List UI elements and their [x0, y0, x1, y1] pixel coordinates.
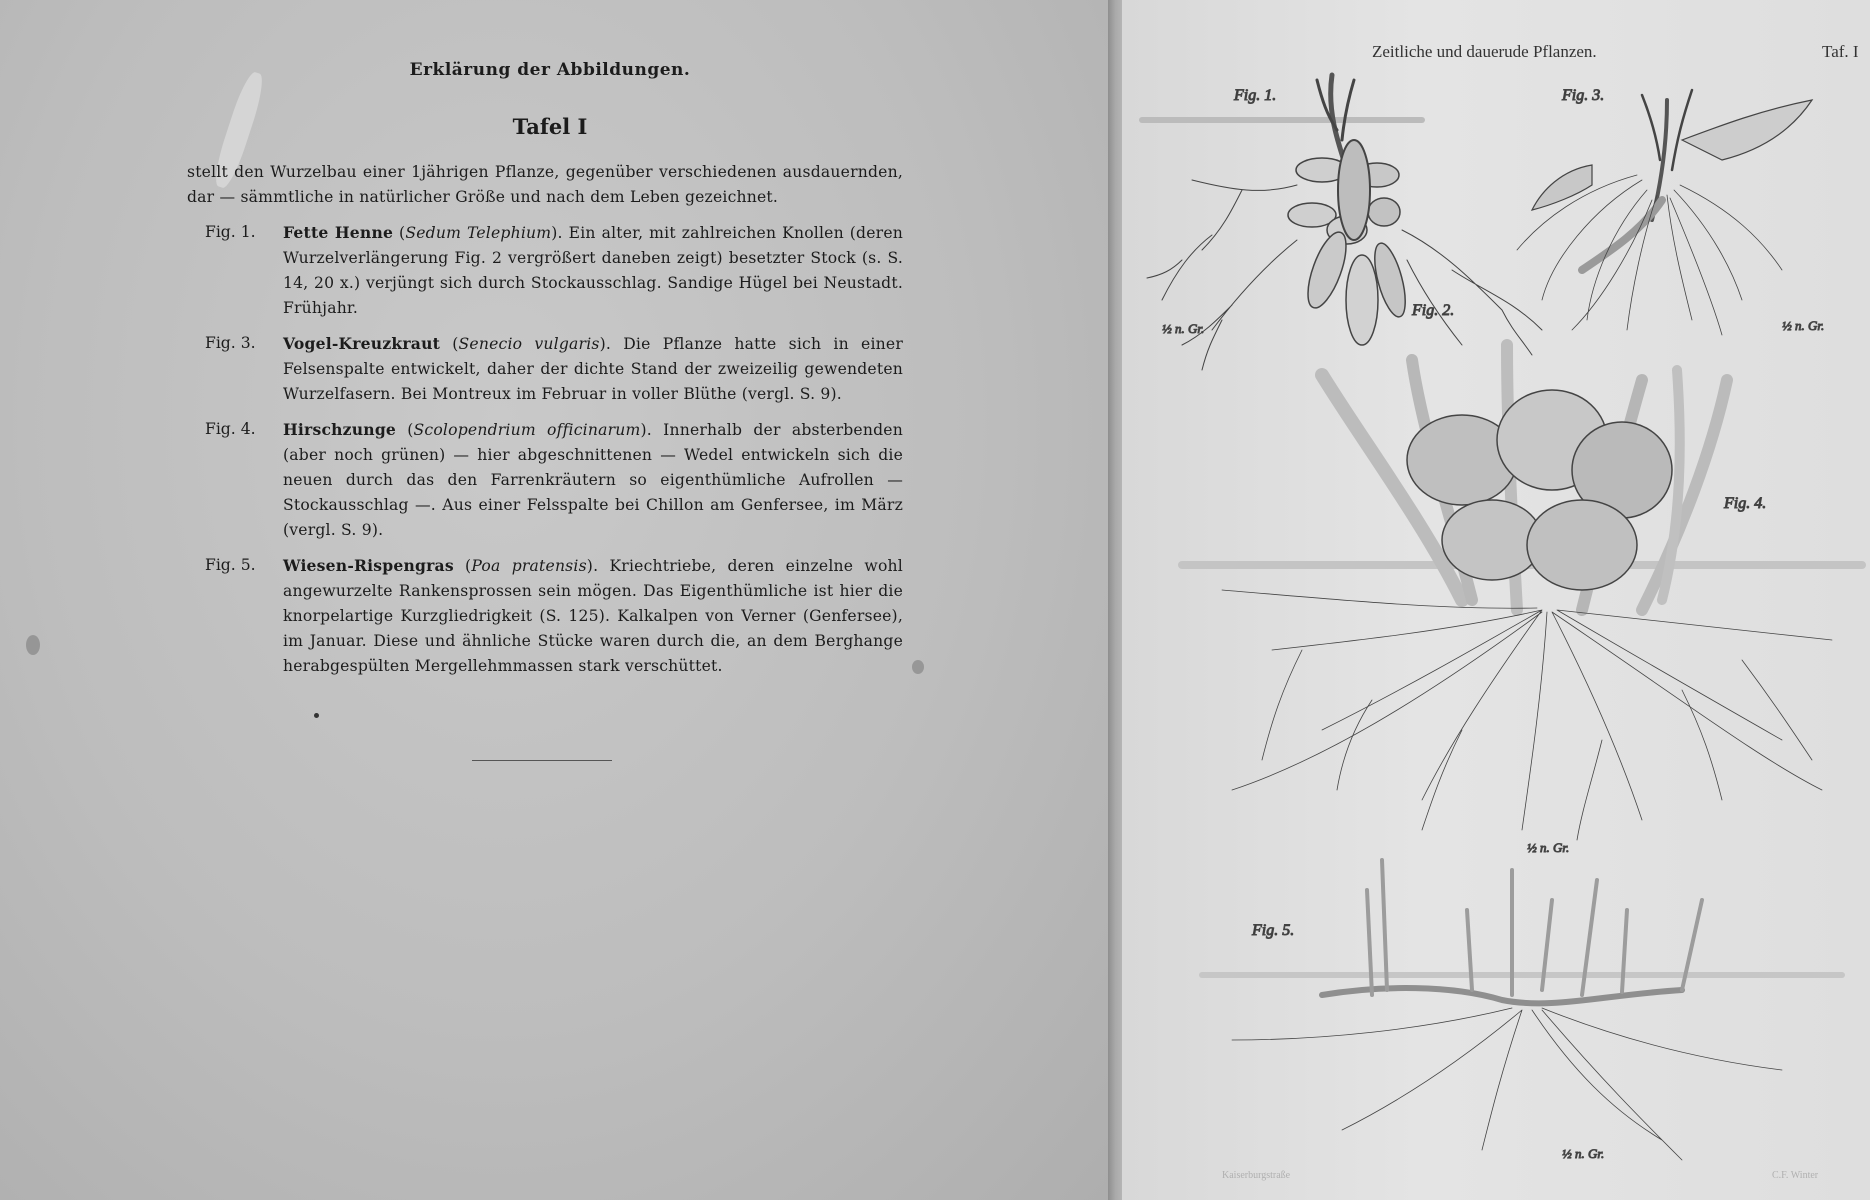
- description-text: Ein alter, mit zahlreichen Knollen (deren Wurzelverlängerung Fig. 2 vergrößert daneben zeigt) besetzter Stock (s. S. 14, 20 x.) verjüngt sich durch Stockausschlag. Sandige Hügel bei Neustadt. Frühjahr.: [283, 224, 903, 317]
- figure-description: Vogel-Kreuzkraut (Senecio vulgaris). Die Pflanze hatte sich in einer Felsenspalte entwickelt, daher der dichte Stand der zweizeilig gewendeten Wurzelfasern. Bei Montreux im Februar in voller Blüthe (vergl. S. 9).: [283, 334, 903, 403]
- common-name: Hirschzunge: [283, 420, 397, 439]
- figure-number: Fig. 5.: [205, 556, 256, 574]
- stain-mark: [912, 660, 924, 674]
- description-text: Kriechtriebe, deren einzelne wohl angewurzelte Rankensprossen sein mögen. Das Eigenthümliche ist hier die knorpelartige Kurzgliedrigkeit (S. 125). Kalkalpen von Verner (Genfersee), im Januar. Diese und ähnliche Stücke waren durch die, an dem Berghange herabgespülten Mergellehmmassen stark verschüttet.: [283, 557, 903, 675]
- plate-heading: Tafel I: [512, 114, 588, 139]
- figure-entry-4: [205, 417, 905, 543]
- figure-entry-3: [205, 331, 905, 407]
- right-page-plate: [1122, 0, 1870, 1200]
- footer-engraver-right: C.F. Winter: [1772, 1170, 1819, 1181]
- latin-name: Poa pratensis: [471, 557, 587, 575]
- fig1-label: Fig. 1.: [1234, 87, 1277, 104]
- latin-name: Scolopendrium officinarum: [413, 421, 641, 439]
- fig1-scale: ½ n. Gr.: [1162, 321, 1205, 336]
- fig4-hartstongue-drawing: [1182, 345, 1862, 855]
- figure-entry-1: [205, 220, 905, 321]
- figure-entry-5: [205, 553, 905, 679]
- fig5-label: Fig. 5.: [1252, 922, 1295, 939]
- fig2-label: Fig. 2.: [1412, 302, 1455, 319]
- plate-title: Zeitliche und dauerude Pflanzen.: [1372, 42, 1597, 61]
- common-name: Fette Henne: [283, 223, 394, 242]
- figure-number: Fig. 1.: [205, 223, 256, 241]
- figure-number: Fig. 3.: [205, 334, 256, 352]
- description-text: Die Pflanze hatte sich in einer Felsenspalte entwickelt, daher der dichte Stand der zweizeilig gewendeten Wurzelfasern. Bei Montreux im Februar in voller Blüthe (vergl. S. 9).: [283, 335, 903, 403]
- figure-description: Hirschzunge (Scolopendrium officinarum). Innerhalb der absterbenden (aber noch grünen) — hier abgeschnittenen — Wedel entwickeln sich die neuen durch das den Farrenkräutern so eigenthümliche Aufrollen — Stockausschlag —. Aus einer Felsspalte bei Chillon am Genfersee, im März (vergl. S. 9).: [283, 420, 903, 539]
- stain-mark: [26, 635, 40, 655]
- fig4-label: Fig. 4.: [1724, 495, 1767, 512]
- figure-list: [205, 220, 905, 689]
- botanical-plate-illustration: [1122, 0, 1870, 1200]
- plate-number: Taf. I: [1822, 42, 1859, 61]
- common-name: Vogel-Kreuzkraut: [283, 334, 441, 353]
- common-name: Wiesen-Rispengras: [283, 556, 454, 575]
- figure-description: Wiesen-Rispengras (Poa pratensis). Kriechtriebe, deren einzelne wohl angewurzelte Rankensprossen sein mögen. Das Eigenthümliche ist hier die knorpelartige Kurzgliedrigkeit (S. 125). Kalkalpen von Verner (Genfersee), im Januar. Diese und ähnliche Stücke waren durch die, an dem Berghange herabgespülten Mergellehmmassen stark verschüttet.: [283, 556, 903, 675]
- intro-paragraph: stellt den Wurzelbau einer 1jährigen Pflanze, gegenüber verschiedenen ausdauernden, dar — sämmtliche in natürlicher Größe und nach dem Leben gezeichnet.: [187, 163, 903, 206]
- latin-name: Senecio vulgaris: [458, 335, 600, 353]
- latin-name: Sedum Telephium: [405, 224, 552, 242]
- fig1-sedum-drawing: [1142, 75, 1542, 370]
- fig5-poa-drawing: [1202, 860, 1842, 1161]
- divider-rule: [472, 760, 612, 761]
- stain-mark: [314, 713, 319, 718]
- description-text: Innerhalb der absterbenden (aber noch grünen) — hier abgeschnittenen — Wedel entwickeln sich die neuen durch das den Farrenkräutern so eigenthümliche Aufrollen — Stockausschlag —. Aus einer Felsspalte bei Chillon am Genfersee, im März (vergl. S. 9).: [283, 421, 903, 539]
- explanation-title: Erklärung der Abbildungen.: [409, 60, 691, 80]
- fig3-senecio-drawing: [1517, 87, 1824, 335]
- fig3-scale: ½ n. Gr.: [1782, 318, 1825, 333]
- fig4-scale: ½ n. Gr.: [1527, 840, 1570, 855]
- footer-engraver-left: Kaiserburgstraße: [1222, 1170, 1291, 1181]
- fig3-label: Fig. 3.: [1562, 87, 1605, 104]
- figure-number: Fig. 4.: [205, 420, 256, 438]
- fig5-scale: ½ n. Gr.: [1562, 1146, 1605, 1161]
- figure-description: Fette Henne (Sedum Telephium). Ein alter, mit zahlreichen Knollen (deren Wurzelverlängerung Fig. 2 vergrößert daneben zeigt) besetzter Stock (s. S. 14, 20 x.) verjüngt sich durch Stockausschlag. Sandige Hügel bei Neustadt. Frühjahr.: [283, 223, 903, 317]
